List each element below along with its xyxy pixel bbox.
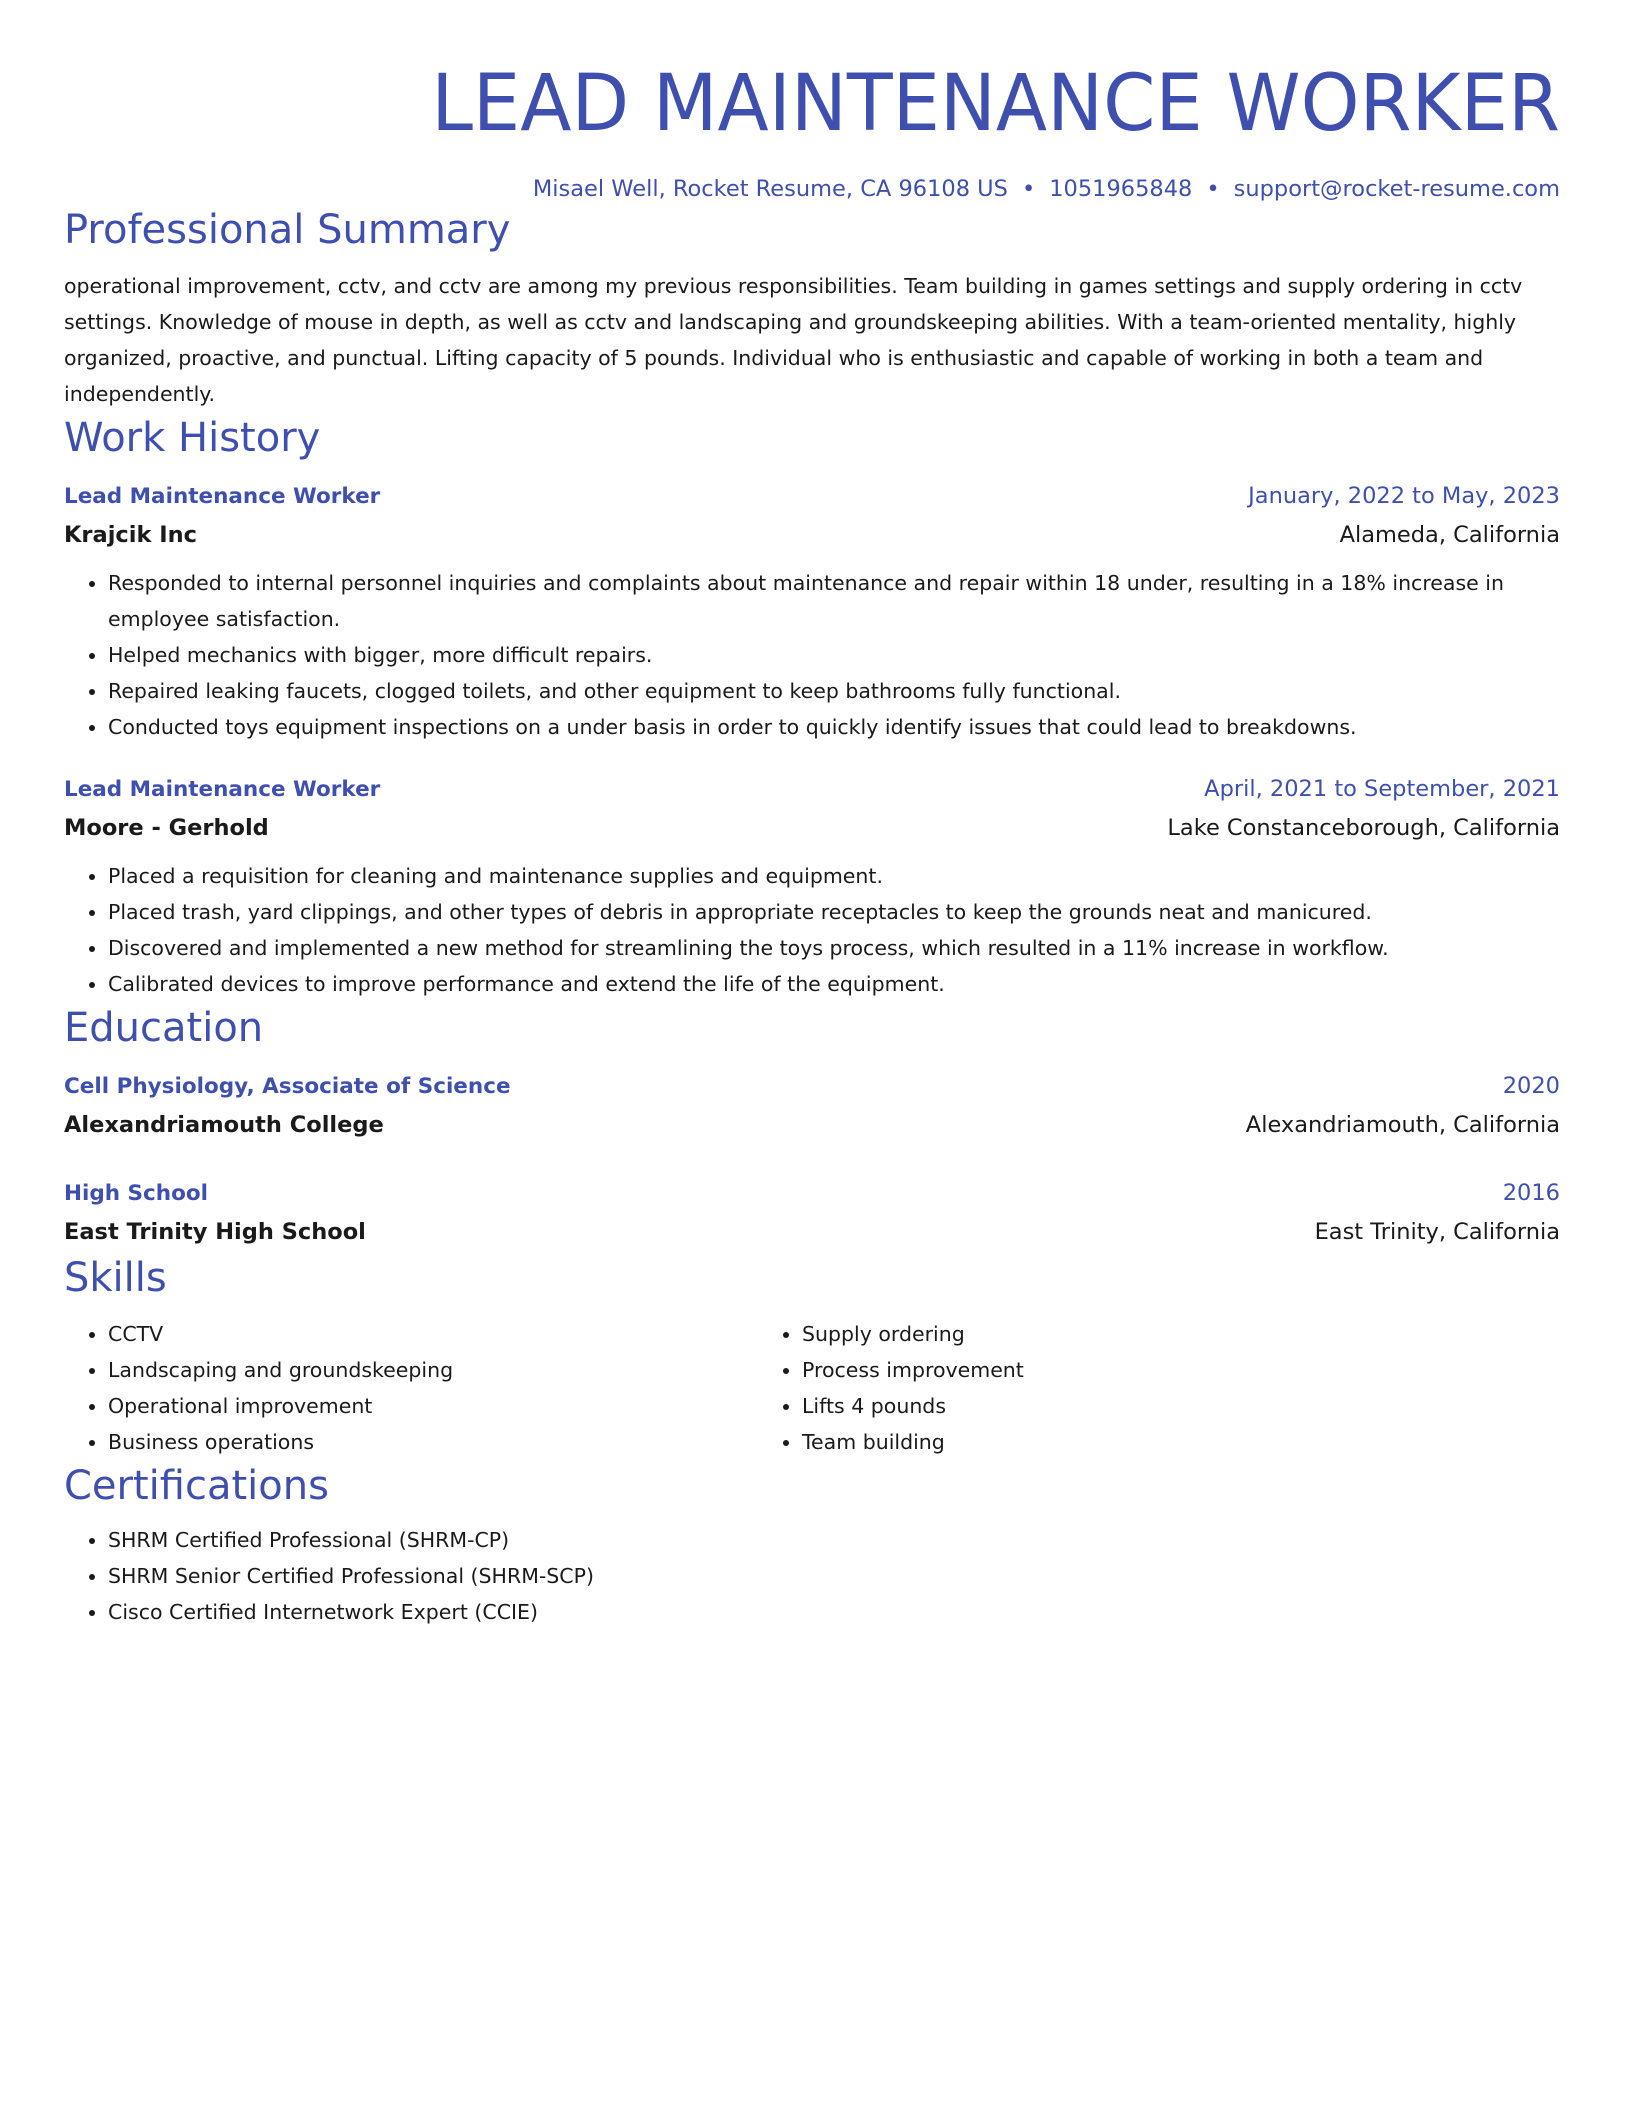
- education-entry: [64, 1068, 1560, 1145]
- job-bullet: • Discovered and implemented a new method for streamlining the toys process, which resulted in a 11% increase in workflow.: [108, 930, 1560, 966]
- skill-item: • Lifts 4 pounds: [802, 1388, 1452, 1424]
- certification-item: • SHRM Senior Certified Professional (SHRM-SCP): [108, 1558, 1560, 1594]
- job-dates: April, 2021 to September, 2021: [1204, 776, 1560, 802]
- job-company-row: [64, 808, 1560, 848]
- education-header-row: [64, 1175, 1560, 1212]
- job-bullet: • Conducted toys equipment inspections on a under basis in order to quickly identify issues that could lead to breakdowns.: [108, 709, 1560, 745]
- certification-item: • Cisco Certified Internetwork Expert (CCIE): [108, 1594, 1560, 1630]
- education-location: Alexandriamouth, California: [1245, 1112, 1560, 1138]
- skills-list-left: [64, 1316, 758, 1460]
- job-bullet: • Helped mechanics with bigger, more difficult repairs.: [108, 637, 1560, 673]
- education-degree: Cell Physiology, Associate of Science: [64, 1074, 511, 1099]
- summary-text: operational improvement, cctv, and cctv are among my previous responsibilities. Team building in games settings and supply ordering in cctv settings. Knowledge of mouse in depth, as well as cctv and landscaping and groundskeeping abilities. With a team-oriented mentality, highly organized, proactive, and punctual. Lifting capacity of 5 pounds. Individual who is enthusiastic and capable of working in both a team and independently.: [64, 274, 1523, 406]
- education-year: 2016: [1502, 1180, 1560, 1206]
- resume-title: LEAD MAINTENANCE WORKER: [431, 59, 1560, 149]
- education-header-row: [64, 1068, 1560, 1105]
- job-location: Alameda, California: [1339, 522, 1560, 548]
- job-bullet: • Placed a requisition for cleaning and maintenance supplies and equipment.: [108, 858, 1560, 894]
- job-role: Lead Maintenance Worker: [64, 484, 381, 509]
- skill-item: • Business operations: [108, 1424, 758, 1460]
- education-school: Alexandriamouth College: [64, 1112, 384, 1138]
- job-role: Lead Maintenance Worker: [64, 777, 381, 802]
- job-bullet: • Responded to internal personnel inquiries and complaints about maintenance and repair within 18 under, resulting in a 18% increase in employee satisfaction.: [108, 565, 1560, 637]
- education-school-row: [64, 1105, 1560, 1145]
- skill-item: • Team building: [802, 1424, 1452, 1460]
- job-company: Moore - Gerhold: [64, 815, 269, 841]
- job-location: Lake Constanceborough, California: [1167, 815, 1560, 841]
- education-degree: High School: [64, 1181, 208, 1206]
- skills-columns: [64, 1316, 1560, 1460]
- skill-item: • CCTV: [108, 1316, 758, 1352]
- job-bullets: [64, 565, 1560, 745]
- job-dates: January, 2022 to May, 2023: [1248, 483, 1560, 509]
- work-history-heading: Work History: [64, 415, 321, 461]
- summary-heading: Professional Summary: [64, 207, 511, 253]
- contact-line: [64, 174, 1560, 204]
- job-entry: [64, 478, 1560, 745]
- job-header-row: [64, 771, 1560, 808]
- job-bullet: • Placed trash, yard clippings, and other types of debris in appropriate receptacles to keep the grounds neat and manicured.: [108, 894, 1560, 930]
- education-entry: [64, 1175, 1560, 1252]
- skill-item: • Process improvement: [802, 1352, 1452, 1388]
- contact-phone: 1051965848: [1049, 176, 1193, 202]
- job-company-row: [64, 515, 1560, 555]
- education-year: 2020: [1502, 1073, 1560, 1099]
- skill-item: • Landscaping and groundskeeping: [108, 1352, 758, 1388]
- contact-address: Misael Well, Rocket Resume, CA 96108 US: [532, 176, 1008, 202]
- education-heading: Education: [64, 1005, 264, 1051]
- contact-separator: •: [1021, 176, 1036, 202]
- job-entry: [64, 771, 1560, 1002]
- education-school: East Trinity High School: [64, 1219, 366, 1245]
- skill-item: • Supply ordering: [802, 1316, 1452, 1352]
- resume-page: [64, 56, 1560, 1630]
- job-bullet: • Calibrated devices to improve performance and extend the life of the equipment.: [108, 966, 1560, 1002]
- job-company: Krajcik Inc: [64, 522, 198, 548]
- certifications-list: [64, 1522, 1560, 1630]
- contact-email[interactable]: support@rocket-resume.com: [1233, 176, 1560, 202]
- skills-list-right: [758, 1316, 1452, 1460]
- job-bullets: [64, 858, 1560, 1002]
- skill-item: • Operational improvement: [108, 1388, 758, 1424]
- certification-item: • SHRM Certified Professional (SHRM-CP): [108, 1522, 1560, 1558]
- contact-separator: •: [1206, 176, 1220, 202]
- job-bullet: • Repaired leaking faucets, clogged toilets, and other equipment to keep bathrooms fully functional.: [108, 673, 1560, 709]
- certifications-heading: Certifications: [64, 1463, 329, 1509]
- education-school-row: [64, 1212, 1560, 1252]
- skills-heading: Skills: [64, 1255, 167, 1301]
- education-location: East Trinity, California: [1314, 1219, 1560, 1245]
- job-header-row: [64, 478, 1560, 515]
